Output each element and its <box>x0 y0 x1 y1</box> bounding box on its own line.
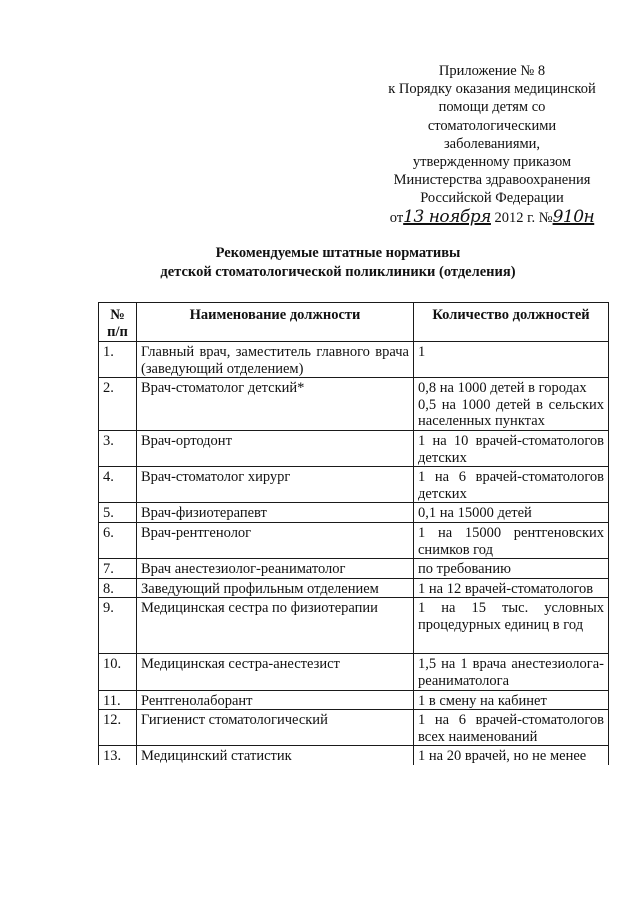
row-position: Врач-стоматолог детский* <box>137 378 414 431</box>
appendix-line: Министерства здравоохранения <box>393 172 591 189</box>
row-quantity: 1 на 12 врачей-стоматологов <box>414 578 609 598</box>
order-date-line <box>380 208 604 227</box>
row-num: 4. <box>99 467 137 503</box>
row-position: Врач-стоматолог хирург <box>137 467 414 503</box>
row-position: Рентгенолаборант <box>137 690 414 710</box>
row-position: Врач-рентгенолог <box>137 522 414 558</box>
row-quantity: 1 на 10 врачей-стоматологов детских <box>414 430 609 466</box>
row-num: 2. <box>99 378 137 431</box>
row-quantity: 1,5 на 1 врача анестезиолога-реаниматолога <box>414 654 609 690</box>
row-position: Врач анестезиолог-реаниматолог <box>137 559 414 579</box>
table-row <box>99 522 609 558</box>
document-title <box>96 244 580 281</box>
row-num: 9. <box>99 598 137 654</box>
row-quantity: 1 в смену на кабинет <box>414 690 609 710</box>
row-num: 10. <box>99 654 137 690</box>
row-position: Главный врач, заместитель главного врача (заведующий отделением) <box>137 342 414 378</box>
appendix-line: стоматологическими <box>427 117 557 134</box>
table-row <box>99 503 609 523</box>
handwritten-date: 13 ноября <box>403 206 491 227</box>
row-position: Медицинский статистик <box>137 746 414 765</box>
table-row <box>99 654 609 690</box>
row-num: 7. <box>99 559 137 579</box>
row-quantity: 1 на 20 врачей, но не менее <box>414 746 609 765</box>
row-num: 1. <box>99 342 137 378</box>
row-num: 12. <box>99 710 137 746</box>
appendix-line: помощи детям со <box>438 99 546 116</box>
row-quantity: 1 на 15 тыс. условных процедурных единиц в год <box>414 598 609 654</box>
appendix-line: утвержденному приказом <box>412 154 572 171</box>
appendix-header <box>380 62 604 227</box>
title-line-2: детской стоматологической поликлиники (отделения) <box>160 263 516 280</box>
appendix-line: Российской Федерации <box>420 190 564 207</box>
row-quantity: по требованию <box>414 559 609 579</box>
row-position: Врач-ортодонт <box>137 430 414 466</box>
table-row <box>99 342 609 378</box>
table-row <box>99 690 609 710</box>
table-row <box>99 746 609 765</box>
quantity-cities: 0,8 на 1000 детей в городах <box>418 380 587 397</box>
staffing-table <box>98 302 609 765</box>
row-num: 3. <box>99 430 137 466</box>
row-position: Заведующий профильным отделением <box>137 578 414 598</box>
table-row <box>99 378 609 431</box>
row-quantity: 1 на 15000 рентгеновских снимков год <box>414 522 609 558</box>
row-quantity: 0,1 на 15000 детей <box>414 503 609 523</box>
date-prefix: от <box>389 209 404 226</box>
row-position: Гигиенист стоматологический <box>137 710 414 746</box>
table-row <box>99 559 609 579</box>
table-row <box>99 710 609 746</box>
appendix-line: Приложение № 8 <box>438 63 546 79</box>
row-quantity: 1 на 6 врачей-стоматологов всех наименований <box>414 710 609 746</box>
header-name: Наименование должности <box>137 303 414 342</box>
row-num: 8. <box>99 578 137 598</box>
row-num: 11. <box>99 690 137 710</box>
row-num: 13. <box>99 746 137 765</box>
table-row <box>99 578 609 598</box>
appendix-line: заболеваниями, <box>443 135 541 152</box>
row-position: Медицинская сестра-анестезист <box>137 654 414 690</box>
row-quantity <box>414 378 609 431</box>
row-num: 6. <box>99 522 137 558</box>
table-row <box>99 430 609 466</box>
table-row <box>99 467 609 503</box>
row-position: Медицинская сестра по физиотерапии <box>137 598 414 654</box>
row-quantity: 1 на 6 врачей-стоматологов детских <box>414 467 609 503</box>
date-suffix: 2012 г. № <box>494 209 553 226</box>
quantity-rural: 0,5 на 1000 детей в сельских населенных пунктах <box>418 396 604 430</box>
appendix-line: к Порядку оказания медицинской <box>388 81 596 98</box>
row-position: Врач-физиотерапевт <box>137 503 414 523</box>
title-line-1: Рекомендуемые штатные нормативы <box>215 245 461 261</box>
row-quantity: 1 <box>414 342 609 378</box>
header-num: № п/п <box>99 303 137 342</box>
handwritten-order-number: 910н <box>552 206 595 227</box>
row-num: 5. <box>99 503 137 523</box>
header-qty: Количество должностей <box>414 303 609 342</box>
table-row <box>99 598 609 654</box>
table-header-row <box>99 303 609 342</box>
